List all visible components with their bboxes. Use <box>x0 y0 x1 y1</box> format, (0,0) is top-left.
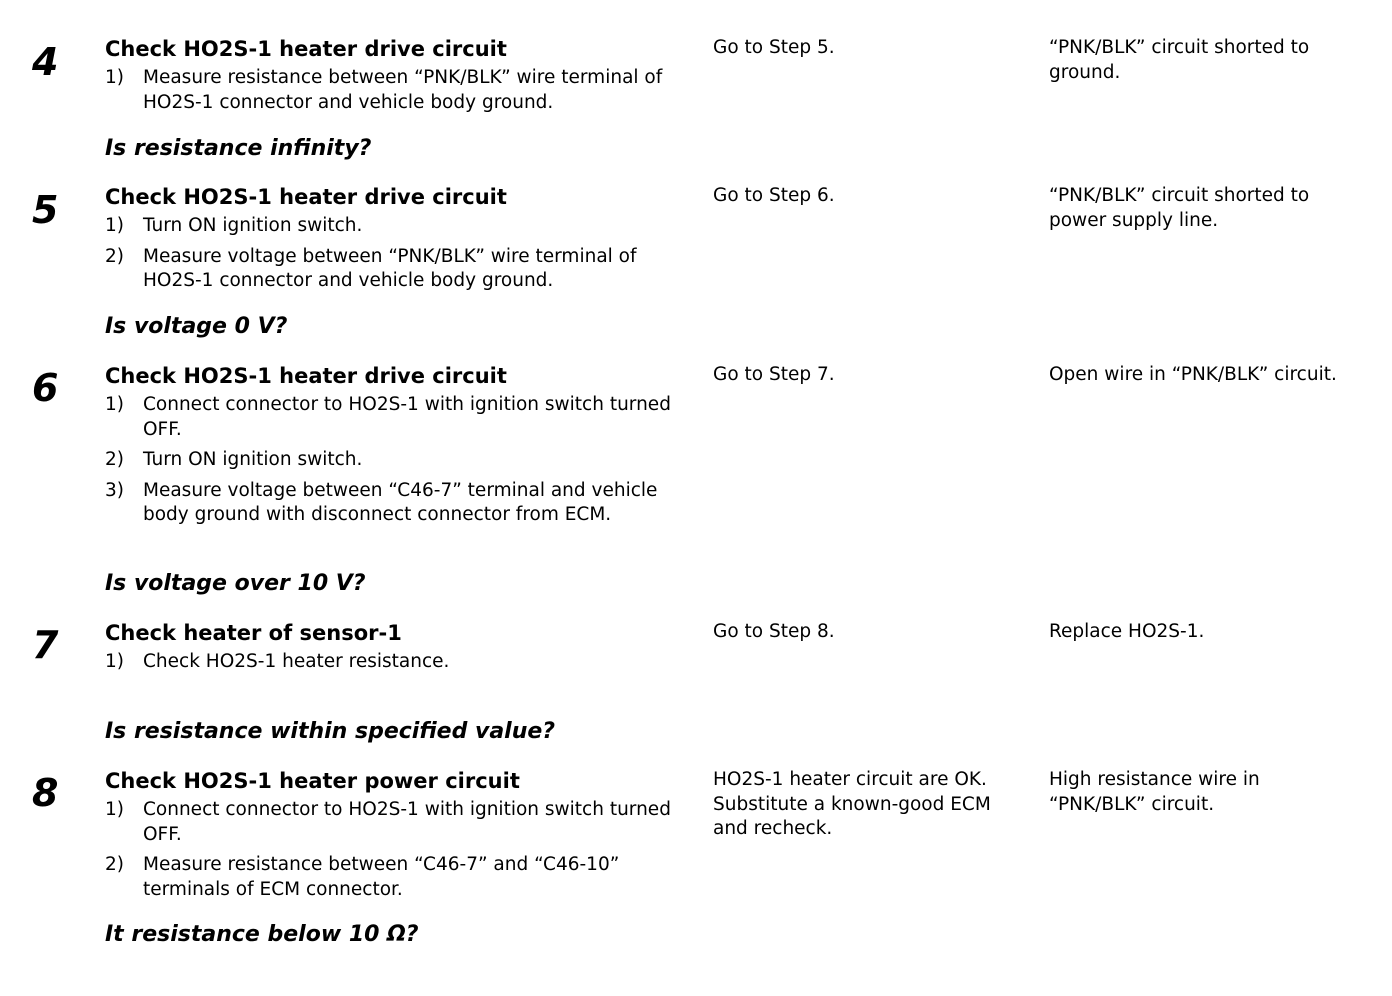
substep <box>105 214 695 239</box>
step-action <box>105 620 695 688</box>
step-question: Is resistance infinity? <box>105 136 372 161</box>
substep <box>105 479 695 528</box>
yes-result: Go to Step 8. <box>713 621 835 642</box>
substep-number: 2) <box>105 854 124 875</box>
substep-number: 1) <box>105 394 124 415</box>
substep-text: Connect connector to HO2S-1 with ignition switch turned OFF. <box>143 394 671 440</box>
no-result: Replace HO2S-1. <box>1049 621 1205 642</box>
substep <box>105 245 695 294</box>
substep-number: 1) <box>105 651 124 672</box>
step-action <box>105 184 695 300</box>
step-question: Is resistance within specified value? <box>105 719 556 744</box>
substep-number: 1) <box>105 799 124 820</box>
no-result: High resistance wire in “PNK/BLK” circuit. <box>1049 769 1260 815</box>
yes-result: HO2S-1 heater circuit are OK. Substitute a known-good ECM and recheck. <box>713 769 991 839</box>
substep <box>105 393 695 442</box>
substep-text: Turn ON ignition switch. <box>143 215 363 236</box>
step-title: Check heater of sensor-1 <box>105 621 402 645</box>
step-number: 4 <box>32 40 59 84</box>
substep <box>105 650 695 675</box>
step-number: 5 <box>32 188 59 232</box>
substep-number: 3) <box>105 479 124 501</box>
step-question: Is voltage over 10 V? <box>105 571 366 596</box>
substep-text: Measure resistance between “PNK/BLK” wire terminal of HO2S-1 connector and vehicle body ground. <box>143 67 663 113</box>
step-action <box>105 36 695 121</box>
substep-text: Check HO2S-1 heater resistance. <box>143 651 450 672</box>
yes-result: Go to Step 5. <box>713 37 835 58</box>
step-action <box>105 363 695 534</box>
substep <box>105 798 695 847</box>
substep-number: 1) <box>105 67 124 88</box>
step-question: Is voltage 0 V? <box>105 314 288 339</box>
substep-text: Measure resistance between “C46-7” and “C46-10” terminals of ECM connector. <box>143 854 620 900</box>
step-title: Check HO2S-1 heater drive circuit <box>105 37 507 61</box>
substep-text: Connect connector to HO2S-1 with ignition switch turned OFF. <box>143 799 671 845</box>
substep <box>105 853 695 902</box>
substep-text: Turn ON ignition switch. <box>143 449 363 470</box>
step-title: Check HO2S-1 heater drive circuit <box>105 185 507 209</box>
substep-number: 2) <box>105 449 124 470</box>
step-title: Check HO2S-1 heater power circuit <box>105 769 520 793</box>
yes-result: Go to Step 6. <box>713 185 835 206</box>
substep-number: 1) <box>105 215 124 236</box>
step-number: 8 <box>32 771 59 815</box>
no-result: “PNK/BLK” circuit shorted to power supply line. <box>1049 185 1310 231</box>
substep-number: 2) <box>105 245 124 267</box>
clipped-text-remnant <box>105 681 695 688</box>
substep <box>105 66 695 115</box>
substep-text: Measure voltage between “C46-7” terminal and vehicle body ground with disconnect connector from ECM. <box>143 479 658 525</box>
step-action <box>105 768 695 908</box>
step-title: Check HO2S-1 heater drive circuit <box>105 364 507 388</box>
no-result: Open wire in “PNK/BLK” circuit. <box>1049 364 1337 385</box>
substep-text: Measure voltage between “PNK/BLK” wire terminal of HO2S-1 connector and vehicle body ground. <box>143 245 637 291</box>
substep <box>105 448 695 473</box>
step-number: 6 <box>32 366 59 410</box>
step-question: It resistance below 10 Ω? <box>105 922 419 947</box>
step-number: 7 <box>32 623 59 667</box>
yes-result: Go to Step 7. <box>713 364 835 385</box>
no-result: “PNK/BLK” circuit shorted to ground. <box>1049 37 1310 83</box>
